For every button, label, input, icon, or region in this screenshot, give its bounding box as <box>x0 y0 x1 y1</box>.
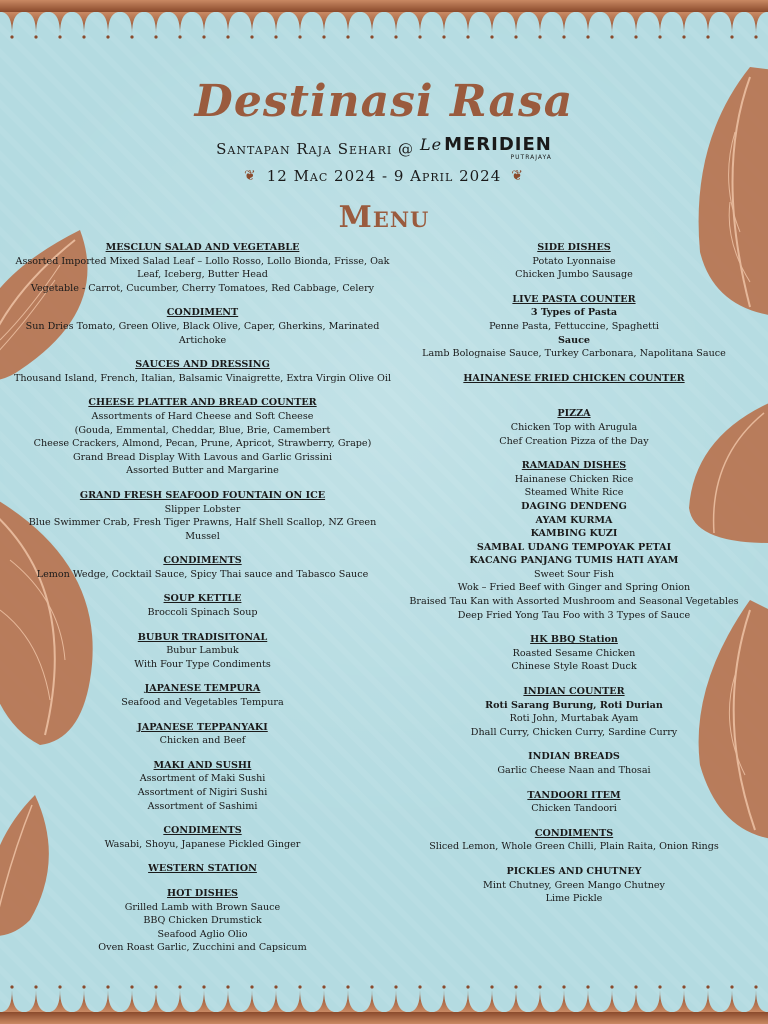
menu-item: Grand Bread Display With Lavous and Garlic Grissini <box>72 451 333 463</box>
menu-item: Dhall Curry, Chicken Curry, Sardine Curry <box>470 726 678 738</box>
menu-item: Sliced Lemon, Whole Green Chilli, Plain Raita, Onion Rings <box>429 841 719 853</box>
section-heading: BUBUR TRADISITONAL <box>137 631 268 643</box>
menu-item: Assortment of Nigiri Sushi <box>137 787 268 798</box>
logo-le: Le <box>420 135 443 154</box>
menu-section-condiments <box>395 827 753 854</box>
menu-column-right <box>395 241 753 917</box>
event-dates: 12 Mac 2024 - 9 April 2024 <box>266 167 502 185</box>
menu-section-indian-breads <box>395 750 753 777</box>
menu-item: Vegetable - Carrot, Cucumber, Cherry Tomatoes, Red Cabbage, Celery <box>30 282 375 294</box>
menu-section-soup-kettle <box>10 592 395 619</box>
menu-item: Roti Sarang Burung, Roti Durian <box>485 699 663 711</box>
menu-section-cheese-platter-and-bread-counter <box>10 396 395 478</box>
section-heading: WESTERN STATION <box>148 863 257 875</box>
section-heading: HOT DISHES <box>167 887 238 899</box>
section-heading: JAPANESE TEPPANYAKI <box>137 721 268 733</box>
menu-section-indian-counter <box>395 685 753 739</box>
menu-section-grand-fresh-seafood-fountain-on-ice <box>10 489 395 543</box>
menu-item: Broccoli Spinach Soup <box>147 607 258 619</box>
section-heading: PICKLES AND CHUTNEY <box>506 865 642 877</box>
menu-section-western-station <box>10 862 395 876</box>
section-heading: HAINANESE FRIED CHICKEN COUNTER <box>463 372 685 384</box>
event-subtitle: Santapan Raja Sehari @ <box>216 139 414 158</box>
menu-item: Penne Pasta, Fettuccine, Spaghetti <box>489 320 659 332</box>
menu-item: DAGING DENDENG <box>521 500 627 512</box>
menu-item: Roti John, Murtabak Ayam <box>509 713 639 725</box>
logo-name: MERIDIEN <box>444 134 552 155</box>
menu-item: Assorted Butter and Margarine <box>126 465 279 477</box>
menu-item: Braised Tau Kan with Assorted Mushroom and Seasonal Vegetables <box>409 596 739 608</box>
menu-item: Lemon Wedge, Cocktail Sauce, Spicy Thai sauce and Tabasco Sauce <box>36 568 369 580</box>
menu-title: Menu <box>338 200 430 235</box>
logo-city: PUTRAJAYA <box>510 154 552 161</box>
menu-section-pickles-and-chutney <box>395 865 753 906</box>
section-heading: SAUCES AND DRESSING <box>135 359 270 371</box>
menu-item: Hainanese Chicken Rice <box>514 473 634 485</box>
event-dates-row <box>0 167 768 185</box>
menu-item: Steamed White Rice <box>524 487 624 499</box>
section-heading: MESCLUN SALAD AND VEGETABLE <box>105 242 300 253</box>
menu-section-bubur-tradisitonal <box>10 631 395 672</box>
menu-section-condiments <box>10 554 395 581</box>
menu-section-side-dishes <box>395 241 753 282</box>
menu-item: BBQ Chicken Drumstick <box>143 915 262 927</box>
section-heading: MAKI AND SUSHI <box>153 759 252 771</box>
menu-item: Wasabi, Shoyu, Japanese Pickled Ginger <box>104 838 301 850</box>
menu-item: Lime Pickle <box>545 893 603 905</box>
menu-item: Chicken Tandoori <box>531 803 617 815</box>
section-heading: INDIAN BREADS <box>528 751 620 763</box>
section-heading: SOUP KETTLE <box>163 593 242 605</box>
section-heading: CONDIMENTS <box>534 827 614 839</box>
menu-section-hk-bbq-station <box>395 633 753 674</box>
menu-item: Roasted Sesame Chicken <box>512 647 636 659</box>
menu-section-hot-dishes <box>10 887 395 955</box>
menu-section-hainanese-fried-chicken-counter <box>395 372 753 386</box>
menu-section-pizza <box>395 407 753 448</box>
top-ornamental-border <box>0 0 768 40</box>
menu-item: KAMBING KUZI <box>530 528 618 540</box>
menu-item: 3 Types of Pasta <box>530 307 618 319</box>
section-heading: SIDE DISHES <box>537 242 611 253</box>
section-heading: HK BBQ Station <box>530 634 618 646</box>
menu-item: Chinese Style Roast Duck <box>511 661 637 673</box>
menu-item: Chef Creation Pizza of the Day <box>499 435 649 447</box>
menu-item: Oven Roast Garlic, Zucchini and Capsicum <box>98 942 307 954</box>
menu-section-condiment <box>10 306 395 347</box>
menu-item: Deep Fried Yong Tau Foo with 3 Types of Sauce <box>457 609 691 621</box>
le-meridien-logo <box>420 136 552 161</box>
menu-item: Bubur Lambuk <box>166 645 239 657</box>
menu-item: SAMBAL UDANG TEMPOYAK PETAI <box>476 541 672 553</box>
menu-item: Sauce <box>557 334 591 346</box>
menu-section-live-pasta-counter <box>395 293 753 361</box>
menu-item: Assortment of Maki Sushi <box>139 773 266 785</box>
menu-section-japanese-teppanyaki <box>10 721 395 748</box>
menu-item: KACANG PANJANG TUMIS HATI AYAM <box>469 555 679 567</box>
event-title: Destinasi Rasa <box>194 76 574 127</box>
section-heading: CONDIMENTS <box>163 825 242 837</box>
section-heading: RAMADAN DISHES <box>521 460 627 472</box>
menu-item: Leaf, Iceberg, Butter Head <box>137 269 268 281</box>
menu-item: (Gouda, Emmental, Cheddar, Blue, Brie, Camembert <box>74 424 331 436</box>
menu-item: Wok – Fried Beef with Ginger and Spring Onion <box>457 582 691 594</box>
menu-item: Sweet Sour Fish <box>533 568 615 580</box>
bottom-ornamental-border <box>0 984 768 1024</box>
menu-item: Mint Chutney, Green Mango Chutney <box>483 879 665 891</box>
menu-item: Assortments of Hard Cheese and Soft Cheese <box>91 410 314 422</box>
flourish-right-icon: ❦ <box>511 168 524 184</box>
menu-section-tandoori-item <box>395 789 753 816</box>
section-heading: LIVE PASTA COUNTER <box>512 293 636 305</box>
menu-item: Blue Swimmer Crab, Fresh Tiger Prawns, Half Shell Scallop, NZ Green Mussel <box>28 517 377 542</box>
section-heading: JAPANESE TEMPURA <box>144 683 261 695</box>
menu-item: Grilled Lamb with Brown Sauce <box>124 901 281 913</box>
menu-item: Garlic Cheese Naan and Thosai <box>497 765 651 776</box>
menu-item: Seafood Aglio Olio <box>157 928 248 940</box>
menu-item: Chicken and Beef <box>159 735 246 747</box>
section-heading: PIZZA <box>557 408 591 420</box>
section-heading: INDIAN COUNTER <box>523 686 625 698</box>
event-subtitle-row <box>0 136 768 161</box>
menu-item: Thousand Island, French, Italian, Balsamic Vinaigrette, Extra Virgin Olive Oil <box>13 372 392 384</box>
menu-section-condiments <box>10 824 395 851</box>
menu-column-left <box>10 241 395 966</box>
menu-section-japanese-tempura <box>10 682 395 709</box>
section-heading: TANDOORI ITEM <box>527 789 621 801</box>
menu-item: Potato Lyonnaise <box>532 255 616 267</box>
section-heading: CONDIMENTS <box>163 555 242 567</box>
section-heading: CHEESE PLATTER AND BREAD COUNTER <box>88 397 317 409</box>
menu-item: With Four Type Condiments <box>134 658 271 670</box>
menu-item: Assorted Imported Mixed Salad Leaf – Lollo Rosso, Lollo Bionda, Frisse, Oak <box>15 255 390 267</box>
menu-section-sauces-and-dressing <box>10 358 395 385</box>
menu-item: Slipper Lobster <box>164 503 241 515</box>
flourish-left-icon: ❦ <box>243 168 257 184</box>
section-heading: GRAND FRESH SEAFOOD FOUNTAIN ON ICE <box>79 489 326 501</box>
menu-item: Seafood and Vegetables Tempura <box>121 697 284 709</box>
menu-item: Cheese Crackers, Almond, Pecan, Prune, Apricot, Strawberry, Grape) <box>33 438 372 450</box>
menu-section-mesclun-salad-and-vegetable <box>10 241 395 295</box>
menu-item: Assortment of Sashimi <box>147 800 258 812</box>
menu-item: Lamb Bolognaise Sauce, Turkey Carbonara, Napolitana Sauce <box>422 348 726 360</box>
menu-item: Artichoke <box>178 334 227 346</box>
menu-item: Sun Dries Tomato, Green Olive, Black Olive, Caper, Gherkins, Marinated <box>25 320 380 332</box>
menu-section-ramadan-dishes <box>395 459 753 622</box>
event-header <box>0 78 768 185</box>
menu-item: Chicken Jumbo Sausage <box>515 269 633 281</box>
menu-item: Chicken Top with Arugula <box>510 421 638 433</box>
menu-section-maki-and-sushi <box>10 759 395 813</box>
section-heading: CONDIMENT <box>166 307 239 319</box>
menu-item: AYAM KURMA <box>535 514 613 526</box>
